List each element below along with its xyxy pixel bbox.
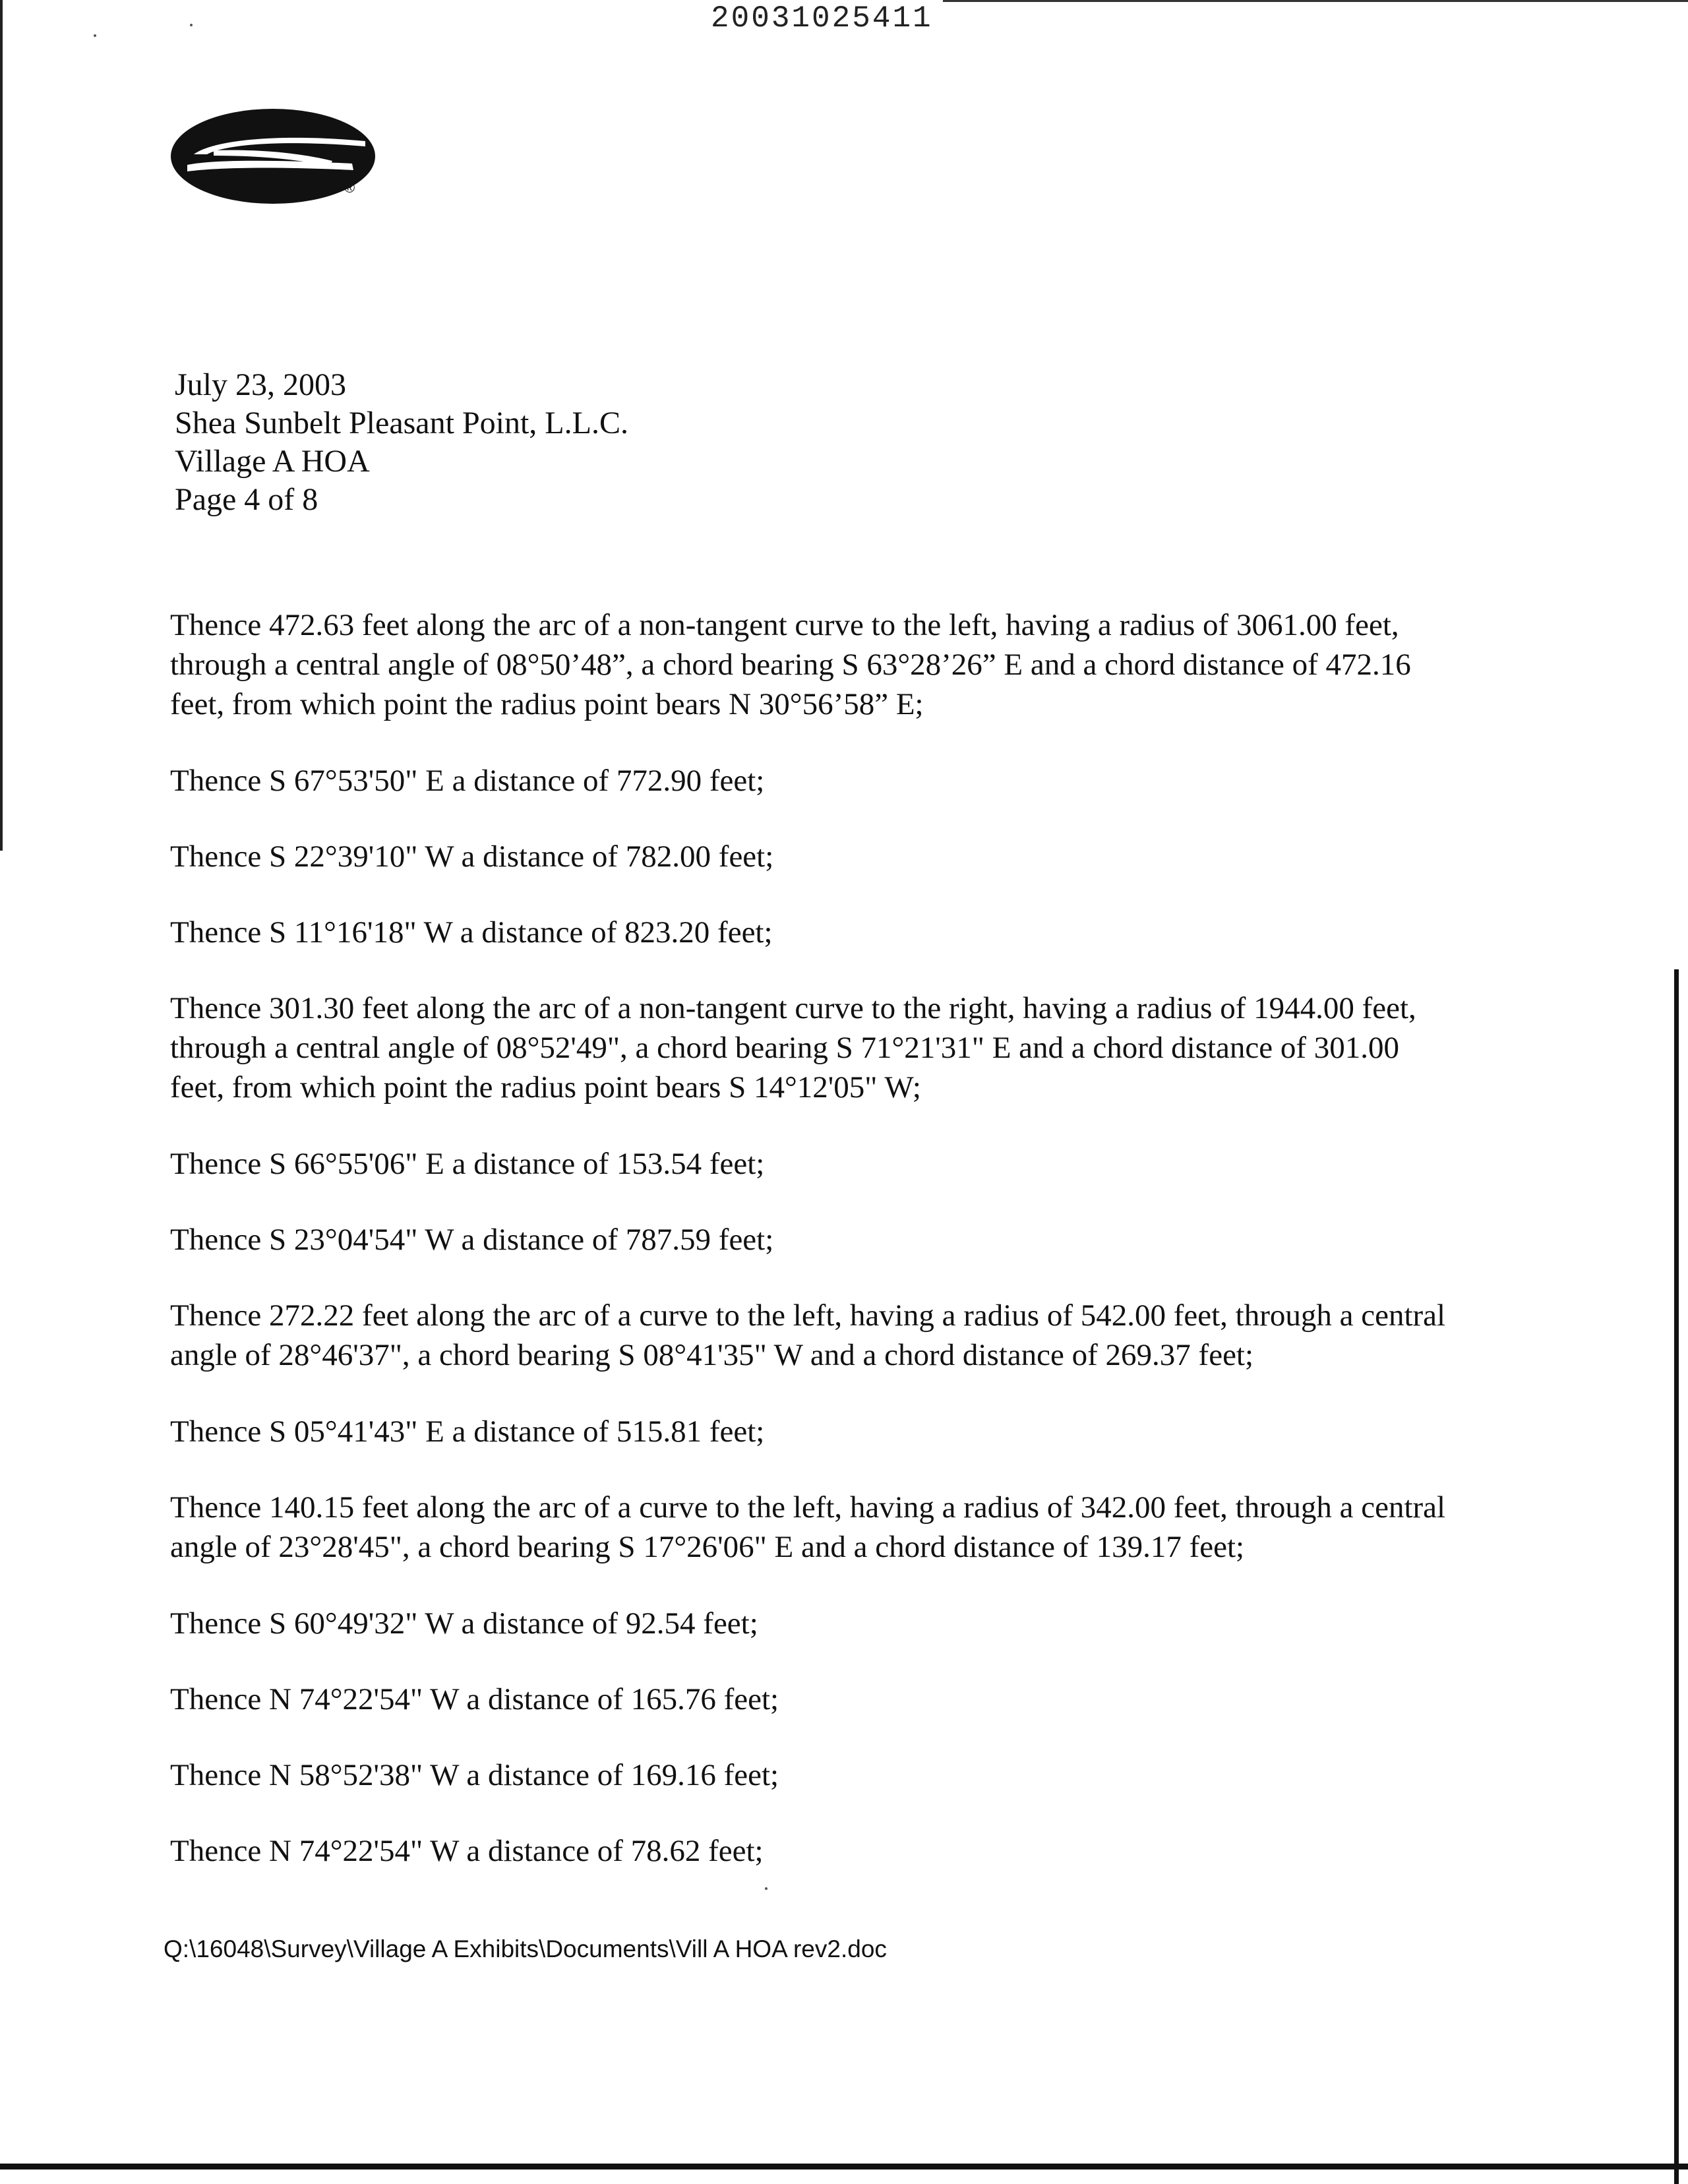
description-paragraph: Thence N 74°22'54" W a distance of 165.76 feet; (170, 1682, 779, 1716)
legal-description (170, 605, 1456, 1907)
scan-bottom-edge (0, 2164, 1688, 2169)
description-paragraph: Thence S 66°55'06" E a distance of 153.54 feet; (170, 1147, 765, 1181)
description-paragraph: Thence 301.30 feet along the arc of a non-tangent curve to the right, having a radius of 1944.00 feet, through a central angle of 08°52'49", a chord bearing S 71°21'31" E and a chord distance of 301.00 feet, from which point the radius point bears S 14°12'05" W; (170, 991, 1416, 1105)
description-paragraph: Thence N 58°52'38" W a distance of 169.16 feet; (170, 1758, 779, 1792)
description-paragraph: Thence N 74°22'54" W a distance of 78.62 feet; (170, 1834, 764, 1868)
scan-top-rule (943, 0, 1688, 2)
company-name: Shea Sunbelt Pleasant Point, L.L.C. (175, 406, 628, 440)
file-path-footer: Q:\16048\Survey\Village A Exhibits\Documents\Vill A HOA rev2.doc (164, 1935, 887, 1962)
description-paragraph: Thence S 67°53'50" E a distance of 772.90 feet; (170, 764, 765, 798)
letter-date: July 23, 2003 (175, 367, 347, 402)
scan-speck (94, 34, 96, 37)
document-number: 20031025411 (711, 1, 933, 36)
page-indicator: Page 4 of 8 (175, 482, 318, 517)
scan-right-edge (1674, 969, 1679, 2184)
scan-left-edge (0, 0, 3, 851)
registered-mark: ® (344, 179, 355, 196)
description-paragraph: Thence 272.22 feet along the arc of a curve to the left, having a radius of 542.00 feet, through a central angle of 28°46'37", a chord bearing S 08°41'35" W and a chord distance of 269.37 feet; (170, 1298, 1446, 1372)
description-paragraph: Thence S 22°39'10" W a distance of 782.00 feet; (170, 839, 774, 874)
description-paragraph: Thence 140.15 feet along the arc of a curve to the left, having a radius of 342.00 feet, through a central angle of 23°28'45", a chord bearing S 17°26'06" E and a chord distance of 139.17 feet; (170, 1490, 1446, 1564)
letter-header (175, 366, 628, 519)
description-paragraph: Thence 472.63 feet along the arc of a non-tangent curve to the left, having a radius of 3061.00 feet, through a central angle of 08°50’48”, a chord bearing S 63°28’26” E and a chord distance of 472.16 feet, from which point the radius point bears N 30°56’58” E; (170, 608, 1411, 721)
project-name: Village A HOA (175, 444, 370, 479)
description-paragraph: Thence S 23°04'54" W a distance of 787.59 feet; (170, 1223, 774, 1257)
description-paragraph: Thence S 05°41'43" E a distance of 515.81 feet; (170, 1414, 765, 1449)
description-paragraph: Thence S 11°16'18" W a distance of 823.20 feet; (170, 915, 773, 950)
scan-speck (190, 24, 193, 26)
description-paragraph: Thence S 60°49'32" W a distance of 92.54 feet; (170, 1606, 758, 1641)
